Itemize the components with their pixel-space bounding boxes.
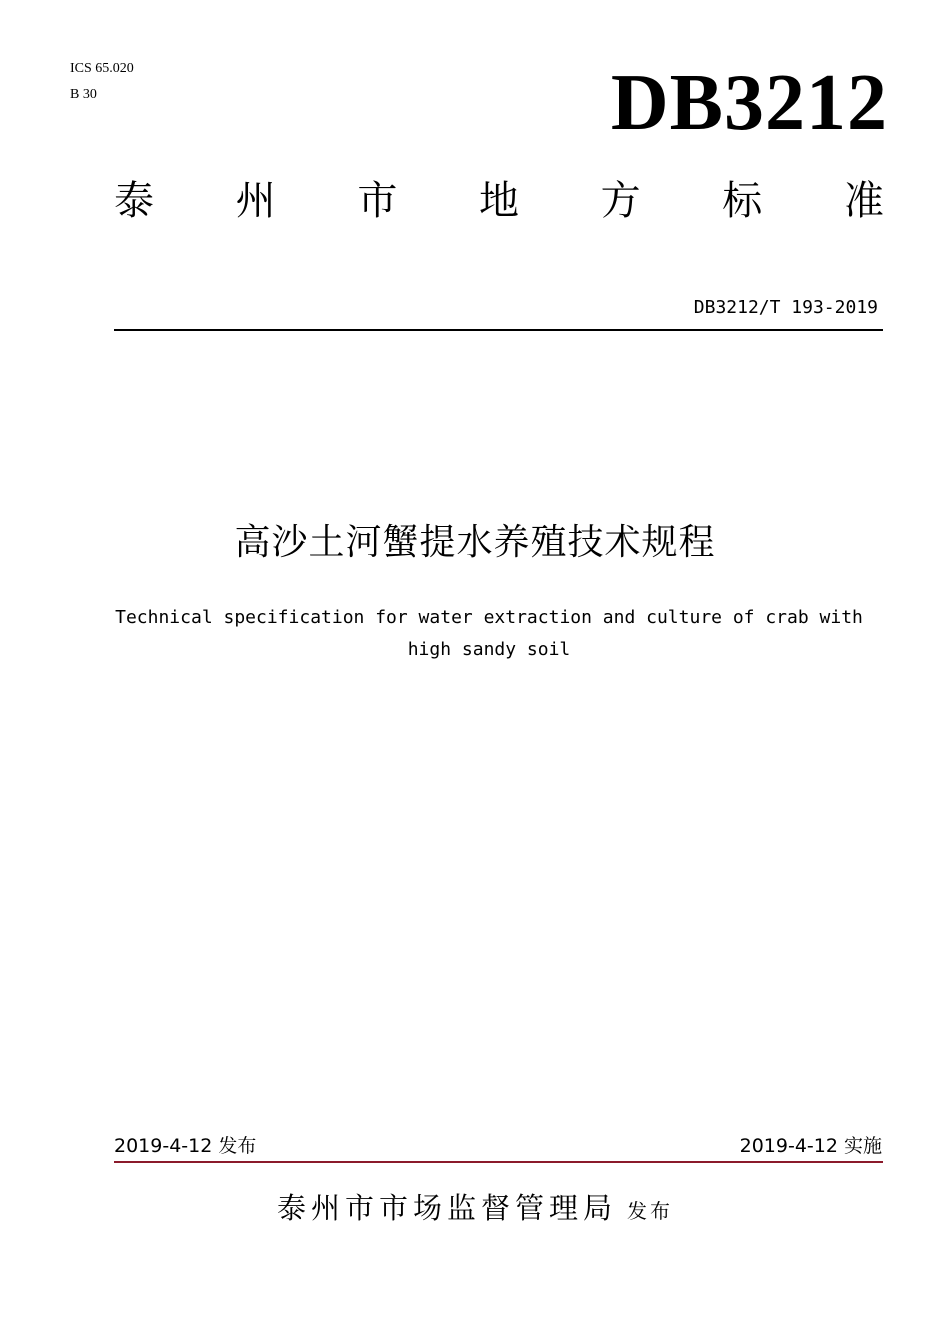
standard-type-char: 方 (600, 178, 641, 224)
standard-type-char: 地 (478, 178, 519, 224)
chinese-title: 高沙土河蟹提水养殖技术规程 (234, 522, 716, 563)
standard-type-char: 州 (235, 178, 276, 224)
standard-code: DB3212 (610, 59, 888, 147)
ccs-code: B 30 (70, 87, 97, 102)
ics-code: ICS 65.020 (70, 61, 134, 76)
standard-type-char: 市 (357, 178, 398, 224)
english-title-line: high sandy soil (407, 639, 571, 660)
publisher-suffix: 发布 (627, 1199, 673, 1223)
standard-type-char: 泰 (114, 178, 154, 224)
footer-divider (114, 1161, 883, 1163)
header-divider (114, 329, 883, 331)
standard-type-title (114, 176, 884, 226)
english-title-line: Technical specification for water extraction and culture of crab with (115, 607, 863, 628)
publisher-name: 泰州市市场监督管理局 (276, 1191, 617, 1225)
publisher (0, 1188, 950, 1231)
english-title (100, 602, 878, 666)
standard-type-char: 准 (843, 178, 884, 224)
standard-type-char: 标 (722, 178, 763, 224)
standard-number: DB3212/T 193-2019 (693, 297, 878, 318)
issue-date: 2019-4-12 发布 (114, 1135, 257, 1157)
implementation-date: 2019-4-12 实施 (739, 1135, 882, 1157)
